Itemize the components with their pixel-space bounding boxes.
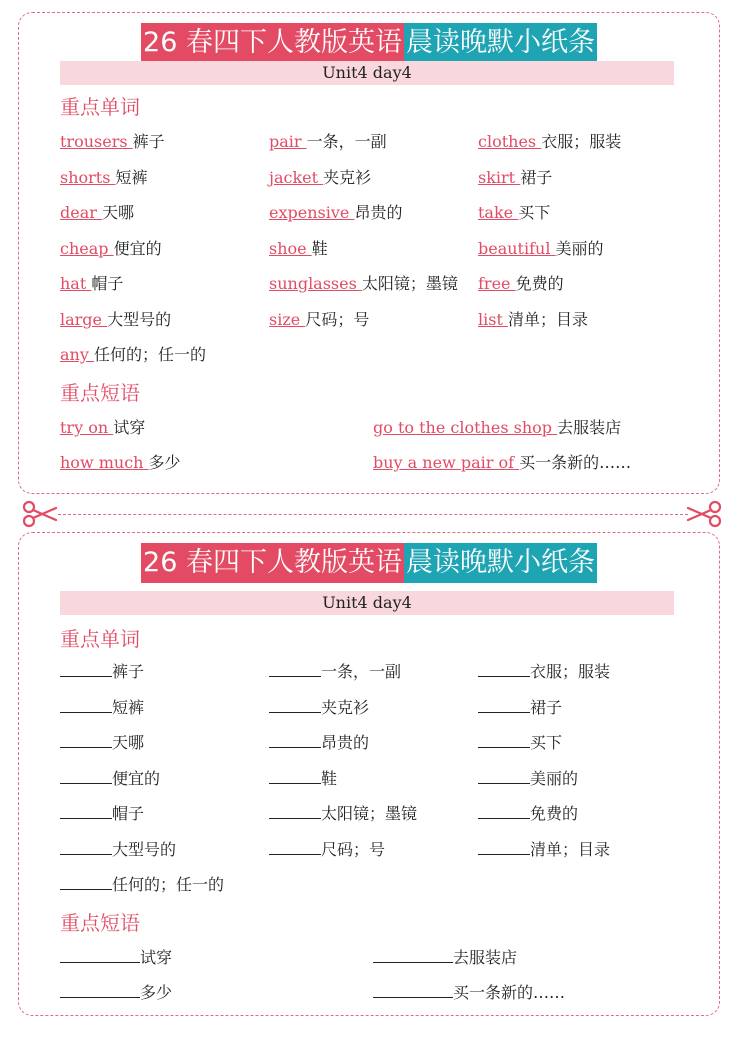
vocab-item — [60, 697, 144, 719]
vocab-english: pair — [269, 132, 307, 151]
vocab-item — [478, 697, 562, 719]
vocab-item — [60, 803, 144, 825]
fill-in-blank[interactable] — [478, 840, 530, 855]
fill-in-blank[interactable] — [269, 662, 321, 677]
vocab-item — [478, 803, 578, 825]
vocab-english: free — [478, 274, 516, 293]
vocab-item — [60, 874, 224, 896]
vocab-chinese: 清单；目录 — [507, 309, 588, 329]
section-heading-phrases: 重点短语 — [60, 911, 140, 935]
vocab-chinese: 任何的；任一的 — [93, 345, 206, 364]
vocab-item — [60, 839, 176, 861]
vocab-chinese: 尺码；号 — [321, 839, 386, 859]
cut-line — [58, 514, 688, 515]
vocab-item — [478, 238, 604, 260]
vocab-chinese: 美丽的 — [530, 768, 579, 788]
phrase-chinese: 买一条新的…… — [453, 983, 566, 1002]
vocab-item — [269, 768, 337, 790]
card-title — [19, 543, 719, 583]
phrase-item — [60, 947, 172, 969]
fill-in-blank[interactable] — [373, 983, 453, 998]
vocab-chinese: 美丽的 — [555, 238, 604, 258]
fill-in-blank[interactable] — [60, 840, 112, 855]
title-part-1: 26 春四下人教版英语 — [141, 23, 404, 63]
fill-in-blank[interactable] — [478, 804, 530, 819]
scissors-icon — [686, 500, 722, 528]
section-heading-phrases: 重点短语 — [60, 381, 140, 405]
vocab-english: dear — [60, 203, 102, 222]
fill-in-blank[interactable] — [60, 983, 140, 998]
vocab-english: jacket — [269, 167, 324, 187]
vocab-chinese: 免费的 — [515, 274, 564, 293]
vocab-chinese: 衣服；服装 — [541, 132, 622, 151]
vocab-chinese: 买下 — [530, 733, 563, 752]
vocab-english: list — [478, 309, 508, 329]
card-title — [19, 23, 719, 63]
fill-in-blank[interactable] — [269, 840, 321, 855]
vocab-item — [269, 131, 387, 153]
vocab-chinese: 便宜的 — [112, 768, 161, 788]
phrase-item — [60, 417, 145, 439]
vocab-chinese: 太阳镜；墨镜 — [361, 274, 458, 293]
title-part-2: 晨读晚默小纸条 — [404, 23, 597, 63]
phrase-chinese: 试穿 — [113, 418, 146, 437]
phrase-chinese: 试穿 — [140, 948, 173, 967]
vocab-item — [269, 839, 385, 861]
phrase-item — [60, 982, 172, 1004]
vocab-chinese: 便宜的 — [113, 238, 162, 258]
vocab-chinese: 夹克衫 — [321, 697, 370, 717]
phrase-chinese: 多少 — [148, 453, 181, 472]
fill-in-blank[interactable] — [478, 733, 530, 748]
vocab-item — [269, 238, 328, 260]
vocab-english: clothes — [478, 132, 542, 151]
fill-in-blank[interactable] — [60, 948, 140, 963]
vocab-chinese: 太阳镜；墨镜 — [321, 804, 418, 823]
vocab-english: large — [60, 309, 108, 329]
vocab-chinese: 裙子 — [530, 697, 563, 717]
vocab-english: cheap — [60, 238, 114, 258]
vocab-item — [478, 131, 621, 153]
fill-in-blank[interactable] — [478, 769, 530, 784]
fill-in-blank[interactable] — [269, 698, 321, 713]
vocab-english: take — [478, 203, 519, 222]
vocab-item — [60, 167, 148, 189]
vocab-english: size — [269, 309, 306, 329]
vocab-chinese: 大型号的 — [107, 309, 172, 329]
vocab-item — [478, 839, 610, 861]
phrase-item — [373, 947, 517, 969]
vocab-chinese: 裙子 — [520, 167, 553, 187]
phrase-item — [373, 982, 565, 1004]
vocab-english: expensive — [269, 203, 355, 222]
phrase-english: go to the clothes shop — [373, 418, 558, 437]
vocab-chinese: 大型号的 — [112, 839, 177, 859]
vocab-item — [269, 309, 369, 331]
phrase-chinese: 多少 — [140, 983, 173, 1002]
phrase-english: buy a new pair of — [373, 453, 520, 472]
vocab-chinese: 短裤 — [112, 697, 145, 717]
fill-in-blank[interactable] — [478, 698, 530, 713]
vocab-chinese: 天哪 — [112, 733, 145, 752]
vocab-item — [269, 167, 371, 189]
vocab-chinese: 一条，一副 — [306, 132, 387, 151]
vocab-english: beautiful — [478, 238, 556, 258]
vocab-chinese: 免费的 — [530, 804, 579, 823]
vocab-chinese: 尺码；号 — [305, 309, 370, 329]
fill-in-blank[interactable] — [478, 662, 530, 677]
phrase-english: how much — [60, 453, 149, 472]
vocab-chinese: 夹克衫 — [323, 167, 372, 187]
title-part-2: 晨读晚默小纸条 — [404, 543, 597, 583]
vocab-item — [478, 768, 578, 790]
vocab-english: any — [60, 345, 94, 364]
fill-in-blank[interactable] — [60, 875, 112, 890]
phrase-chinese: 去服装店 — [453, 948, 518, 967]
vocab-chinese: 短裤 — [115, 167, 148, 187]
vocab-item — [60, 202, 134, 224]
vocab-item — [478, 732, 562, 754]
vocab-chinese: 昂贵的 — [354, 203, 403, 222]
answer-card — [18, 12, 720, 494]
vocab-item — [478, 309, 588, 331]
vocab-chinese: 一条，一副 — [321, 662, 402, 681]
vocab-chinese: 清单；目录 — [530, 839, 611, 859]
vocab-item — [60, 732, 144, 754]
vocab-chinese: 昂贵的 — [321, 733, 370, 752]
fill-in-blank[interactable] — [373, 948, 453, 963]
vocab-item — [60, 309, 171, 331]
vocab-item — [478, 167, 552, 189]
vocab-item — [478, 661, 610, 683]
vocab-item — [269, 803, 417, 825]
vocab-chinese: 裤子 — [112, 662, 145, 681]
vocab-item — [60, 768, 160, 790]
phrase-chinese: 去服装店 — [557, 418, 622, 437]
scissors-icon — [22, 500, 58, 528]
vocab-chinese: 鞋 — [321, 768, 338, 788]
vocab-item — [60, 131, 165, 153]
vocab-item — [269, 273, 458, 295]
phrase-item — [373, 452, 631, 474]
section-heading-words: 重点单词 — [60, 627, 140, 651]
vocab-chinese: 帽子 — [112, 804, 145, 823]
phrase-english: try on — [60, 418, 114, 437]
phrase-chinese: 买一条新的…… — [519, 453, 632, 472]
fill-in-blank[interactable] — [60, 804, 112, 819]
vocab-item — [269, 202, 402, 224]
vocab-chinese: 衣服；服装 — [530, 662, 611, 681]
vocab-item — [60, 273, 123, 295]
vocab-item — [60, 344, 206, 366]
fill-in-blank[interactable] — [269, 769, 321, 784]
vocab-chinese: 帽子 — [91, 274, 124, 293]
vocab-english: trousers — [60, 132, 133, 151]
vocab-item — [269, 661, 401, 683]
phrase-item — [373, 417, 621, 439]
unit-day-label: Unit4 day4 — [60, 61, 674, 85]
fill-in-blank[interactable] — [60, 769, 112, 784]
vocab-chinese: 裤子 — [132, 132, 165, 151]
vocab-item — [478, 202, 550, 224]
title-part-1: 26 春四下人教版英语 — [141, 543, 404, 583]
vocab-chinese: 买下 — [518, 203, 551, 222]
phrase-item — [60, 452, 181, 474]
section-heading-words: 重点单词 — [60, 95, 140, 119]
fill-in-blank[interactable] — [60, 698, 112, 713]
vocab-item — [60, 661, 144, 683]
vocab-item — [269, 697, 369, 719]
blank-card — [18, 532, 720, 1016]
fill-in-blank[interactable] — [269, 733, 321, 748]
vocab-item — [478, 273, 564, 295]
fill-in-blank[interactable] — [60, 662, 112, 677]
vocab-english: skirt — [478, 167, 521, 187]
vocab-english: hat — [60, 274, 92, 293]
vocab-english: sunglasses — [269, 274, 362, 293]
vocab-item — [269, 732, 369, 754]
fill-in-blank[interactable] — [60, 733, 112, 748]
vocab-english: shorts — [60, 167, 116, 187]
vocab-item — [60, 238, 162, 260]
vocab-chinese: 天哪 — [101, 203, 134, 222]
vocab-chinese: 任何的；任一的 — [112, 875, 225, 894]
fill-in-blank[interactable] — [269, 804, 321, 819]
vocab-chinese: 鞋 — [311, 238, 328, 258]
unit-day-label: Unit4 day4 — [60, 591, 674, 615]
vocab-english: shoe — [269, 238, 312, 258]
